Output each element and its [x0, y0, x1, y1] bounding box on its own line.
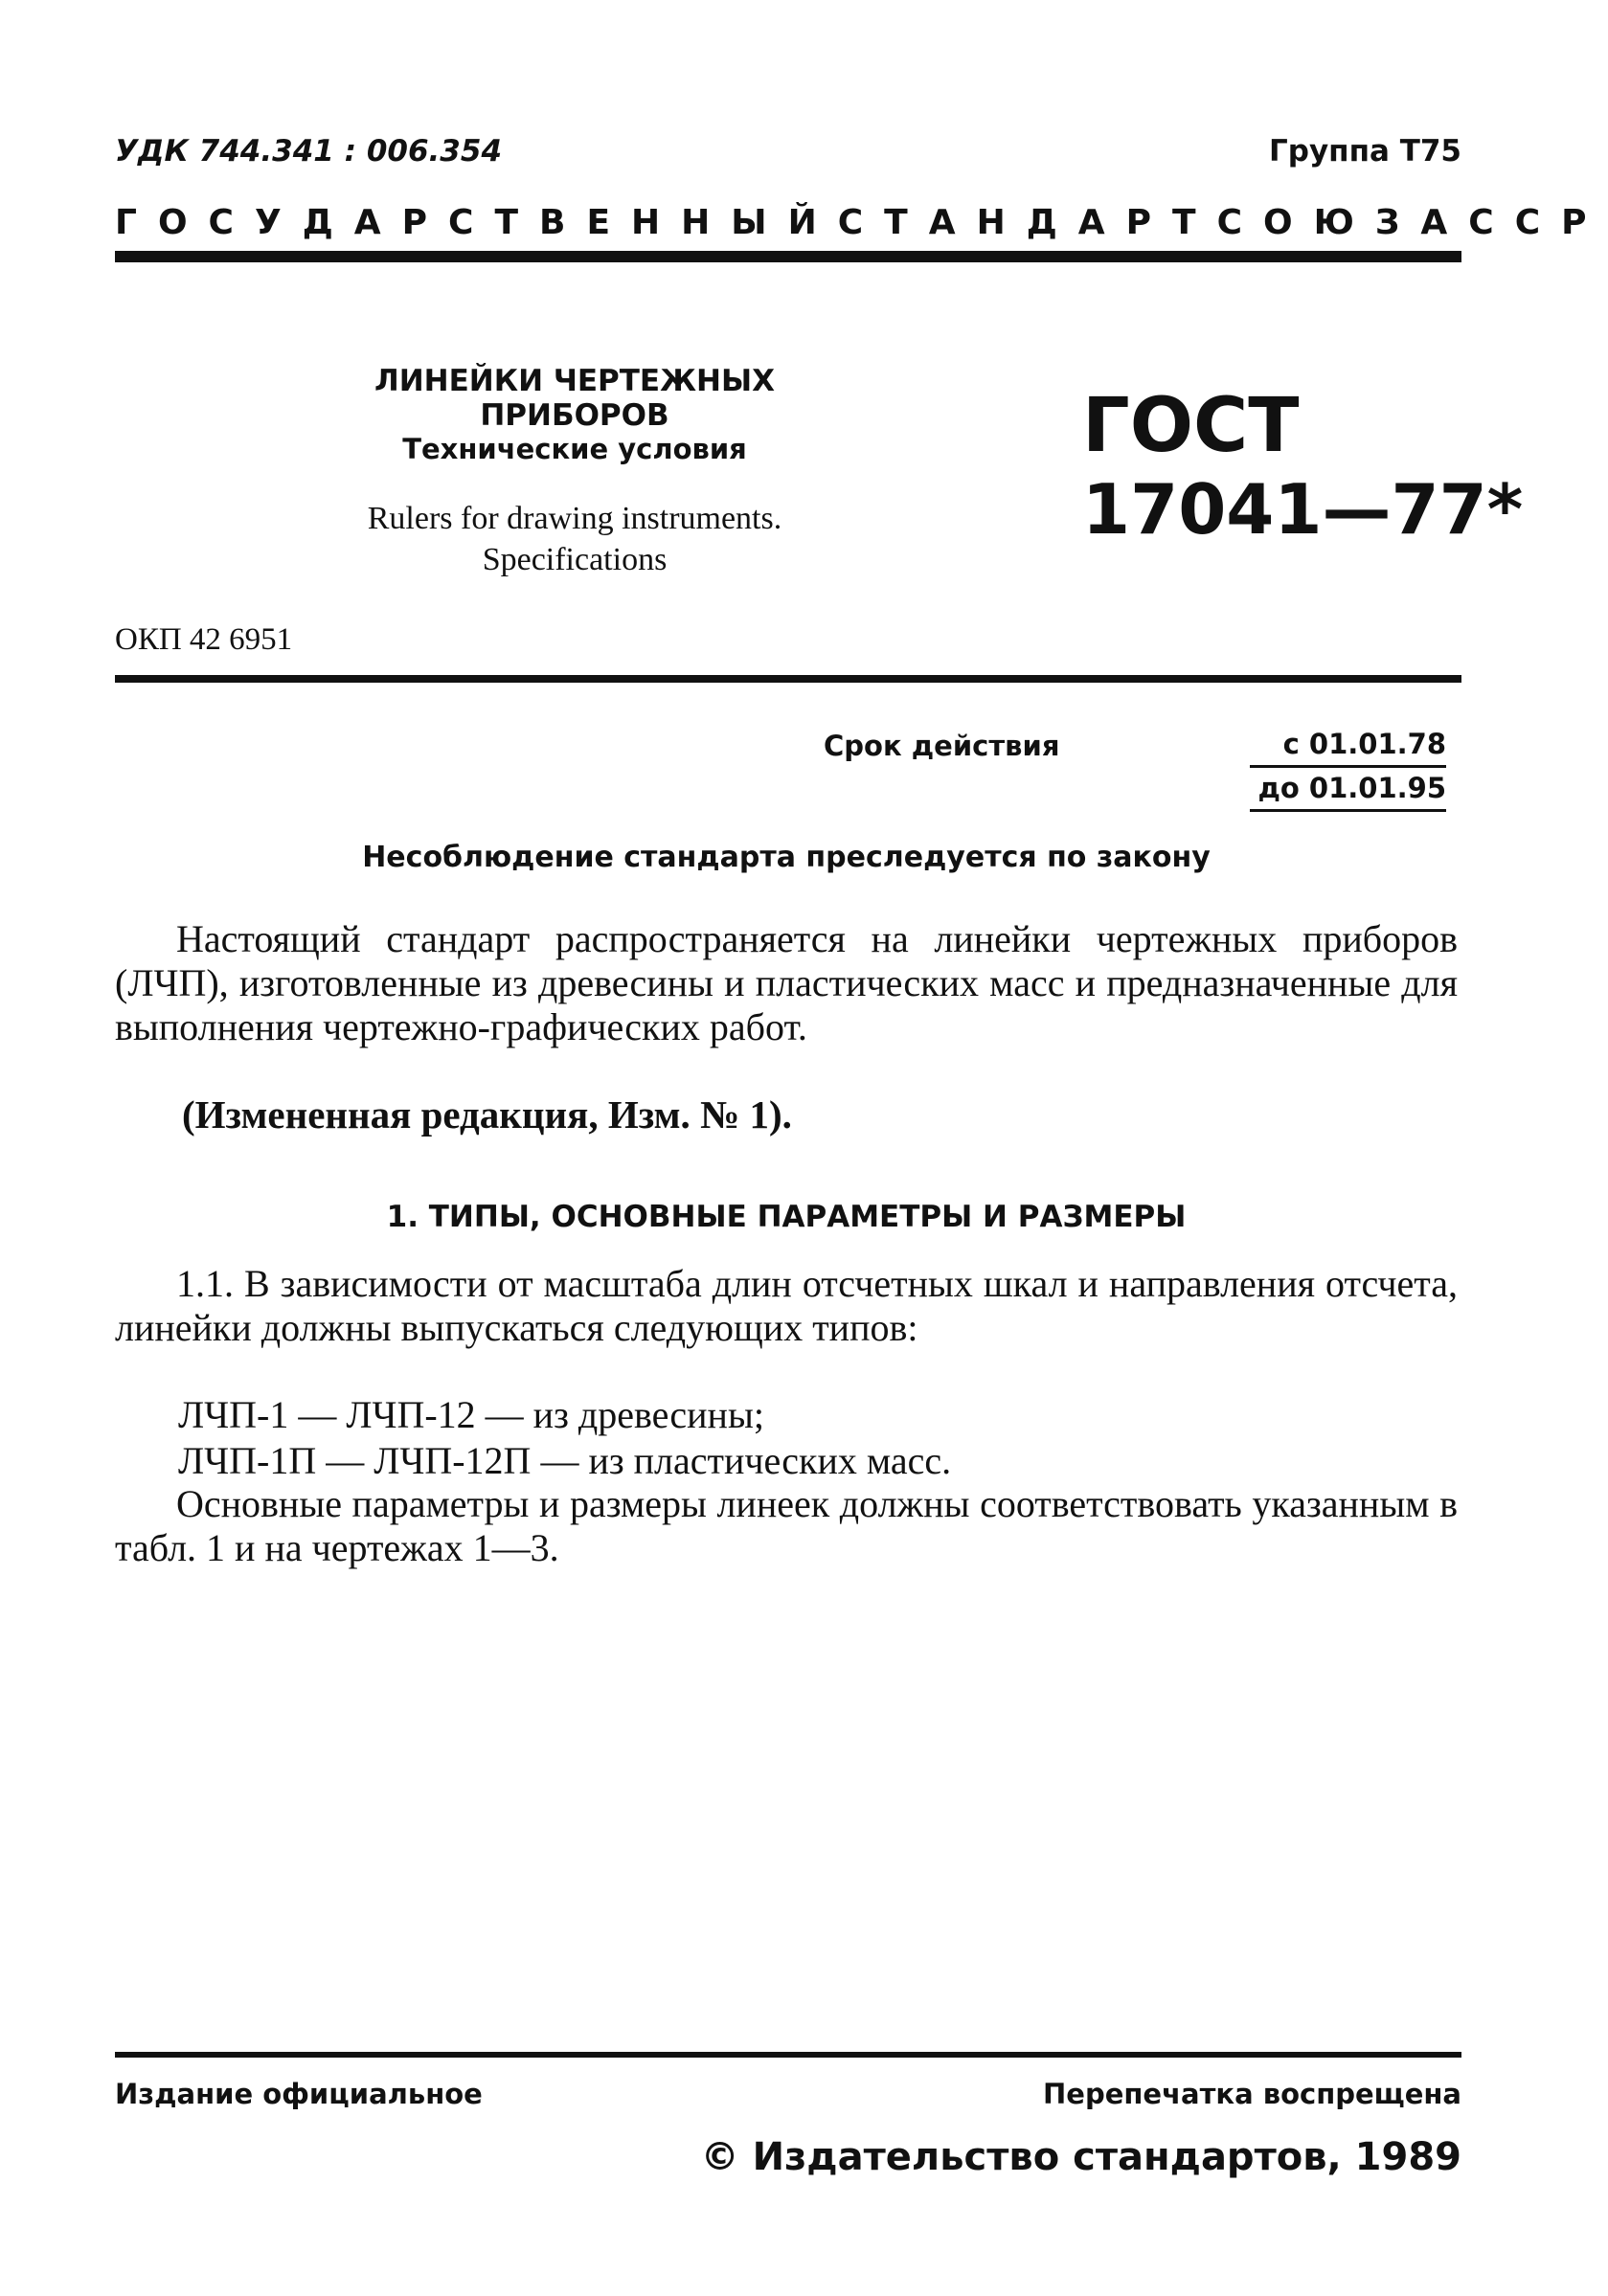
gost-label: ГОСТ: [1082, 383, 1300, 469]
gost-number: 17041—77*: [1082, 469, 1524, 550]
validity-underline-2: [1250, 809, 1446, 812]
group-code: Группа Т75: [1269, 134, 1461, 169]
state-word-4: ССР: [1468, 202, 1608, 242]
english-title-line-2: Specifications: [482, 542, 668, 577]
document-subtitle: Технические условия: [402, 433, 747, 465]
amendment-note: (Измененная редакция, Изм. № 1).: [182, 1092, 792, 1137]
state-word-2: СТАНДАРТ: [837, 202, 1217, 242]
okp-code: ОКП 42 6951: [115, 622, 293, 657]
validity-label: Срок действия: [824, 730, 1060, 762]
types-plastic: ЛЧП-1П — ЛЧП-12П — из пластических масс.: [178, 1439, 952, 1482]
legal-notice: Несоблюдение стандарта преследуется по закону: [362, 841, 1211, 874]
validity-underline-1: [1250, 765, 1446, 768]
title-block-rule: [115, 675, 1461, 683]
copyright-notice: © Издательство стандартов, 1989: [700, 2135, 1461, 2179]
intro-paragraph: Настоящий стандарт распространяется на линейки чертежных приборов (ЛЧП), изготовленные из древесины и пластических масс и предназначенные для выполнения чертежно-графических работ.: [115, 917, 1458, 1048]
types-wood: ЛЧП-1 — ЛЧП-12 — из древесины;: [178, 1393, 764, 1436]
params-paragraph: Основные параметры и размеры линеек должны соответствовать указанным в табл. 1 и на чертежах 1—3.: [115, 1482, 1458, 1569]
state-word-1: ГОСУДАРСТВЕННЫЙ: [115, 202, 838, 242]
header-thick-rule: [115, 251, 1461, 262]
section-heading: 1. ТИПЫ, ОСНОВНЫЕ ПАРАМЕТРЫ И РАЗМЕРЫ: [386, 1200, 1187, 1234]
footer-rule: [115, 2052, 1461, 2058]
official-edition: Издание официальное: [115, 2078, 483, 2110]
english-title: [287, 498, 862, 580]
reprint-prohibited: Перепечатка воспрещена: [1043, 2078, 1461, 2110]
english-title-line-1: Rulers for drawing instruments.: [367, 501, 782, 536]
udk-code: УДК 744.341 : 006.354: [115, 134, 503, 169]
state-word-3: СОЮЗА: [1216, 202, 1469, 242]
document-title: ЛИНЕЙКИ ЧЕРТЕЖНЫХ ПРИБОРОВ: [374, 364, 775, 433]
state-standard-heading: [115, 201, 1608, 243]
clause-1-1: 1.1. В зависимости от масштаба длин отсчетных шкал и направления отсчета, линейки должны выпускаться следующих типов:: [115, 1262, 1458, 1349]
valid-to-date: до 01.01.95: [1257, 772, 1446, 804]
valid-from-date: с 01.01.78: [1282, 728, 1446, 760]
